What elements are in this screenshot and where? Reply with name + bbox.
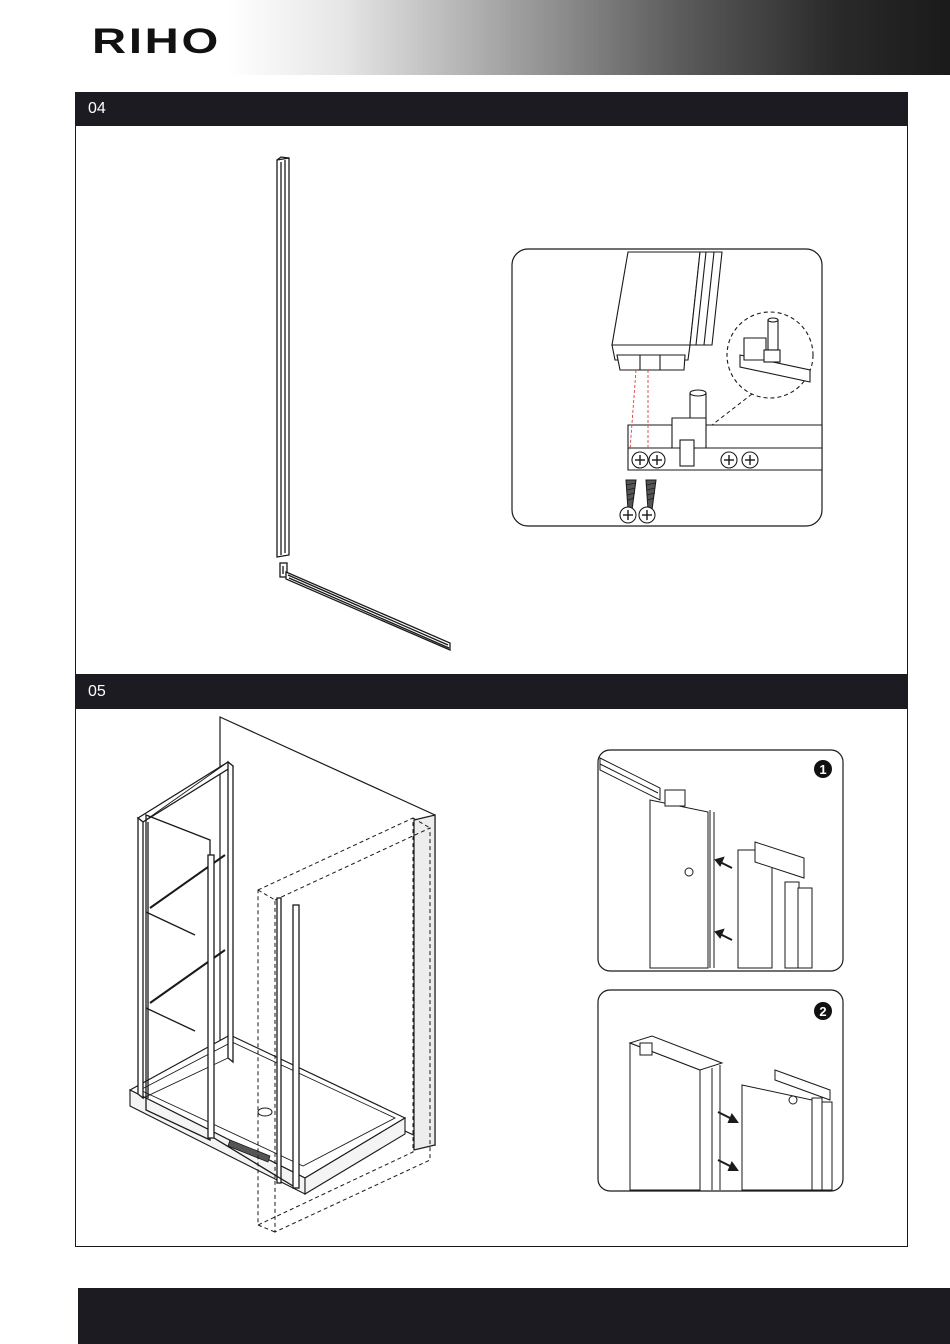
step-05-number: 05 — [88, 683, 106, 700]
detail-2-number: 2 — [819, 1004, 827, 1019]
footer-band — [78, 1288, 950, 1344]
detail-1-number: 1 — [819, 762, 827, 777]
brand-logo: RIHO — [92, 22, 221, 61]
step-04-number: 04 — [88, 100, 106, 117]
